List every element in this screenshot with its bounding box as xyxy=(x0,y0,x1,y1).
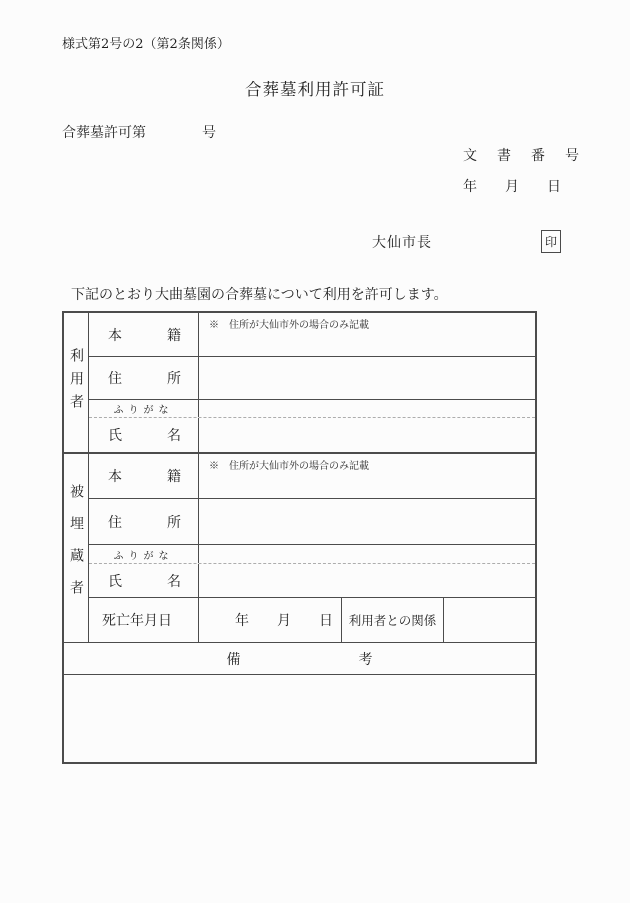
issue-date-line: 年 月 日 xyxy=(463,179,561,195)
user-honseki-row xyxy=(89,313,535,356)
user-furigana-label: ふりがな xyxy=(89,400,199,417)
buried-shimei-field xyxy=(199,564,535,597)
remarks-field xyxy=(64,674,535,762)
user-furigana-field xyxy=(199,400,535,417)
user-jusho-row xyxy=(89,356,535,399)
remarks-header-row: 備 考 xyxy=(64,642,535,674)
buried-honseki-field xyxy=(199,454,535,498)
user-shimei-label: 氏 名 xyxy=(89,418,199,452)
user-shimei-field xyxy=(199,418,535,452)
intro-text: 下記のとおり大曲墓園の合葬墓について利用を許可します。 xyxy=(71,287,448,303)
death-date-label: 死亡年月日 xyxy=(89,598,199,642)
buried-jusho-label: 住 所 xyxy=(89,499,199,544)
document-title: 合葬墓利用許可証 xyxy=(245,80,385,99)
doc-number-label: 文 書 番 号 xyxy=(463,148,582,164)
user-jusho-field xyxy=(199,357,535,399)
buried-group-cell xyxy=(64,454,89,642)
buried-honseki-row xyxy=(89,454,535,498)
user-section xyxy=(64,313,535,452)
issuer-name: 大仙市長 xyxy=(372,235,432,251)
user-honseki-label: 本 籍 xyxy=(89,313,199,356)
form-number-label: 様式第2号の2（第2条関係） xyxy=(62,37,230,52)
user-group-label: 利用者 xyxy=(68,348,84,417)
buried-furigana-label: ふりがな xyxy=(89,545,199,563)
user-shimei-row xyxy=(89,417,535,452)
user-furigana-row xyxy=(89,399,535,417)
user-group-cell xyxy=(64,313,89,452)
permit-table xyxy=(62,311,537,764)
seal-character: 印 xyxy=(544,235,557,249)
death-date-field: 年 月 日 xyxy=(199,598,342,642)
user-honseki-note: ※ 住所が大仙市外の場合のみ記載 xyxy=(209,320,369,331)
buried-jusho-field xyxy=(199,499,535,544)
buried-furigana-field xyxy=(199,545,535,563)
buried-shimei-row xyxy=(89,563,535,597)
permit-number-line: 合葬墓許可第 号 xyxy=(62,125,216,141)
buried-honseki-note: ※ 住所が大仙市外の場合のみ記載 xyxy=(209,461,369,472)
buried-section xyxy=(64,452,535,642)
user-honseki-field xyxy=(199,313,535,356)
buried-shimei-label: 氏 名 xyxy=(89,564,199,597)
death-date-row xyxy=(89,597,535,642)
seal-mark xyxy=(541,230,561,253)
relation-field xyxy=(444,598,535,642)
buried-honseki-label: 本 籍 xyxy=(89,454,199,498)
buried-furigana-row xyxy=(89,544,535,563)
user-jusho-label: 住 所 xyxy=(89,357,199,399)
relation-label: 利用者との関係 xyxy=(342,598,444,642)
buried-group-label: 被埋蔵者 xyxy=(68,484,84,612)
buried-jusho-row xyxy=(89,498,535,544)
